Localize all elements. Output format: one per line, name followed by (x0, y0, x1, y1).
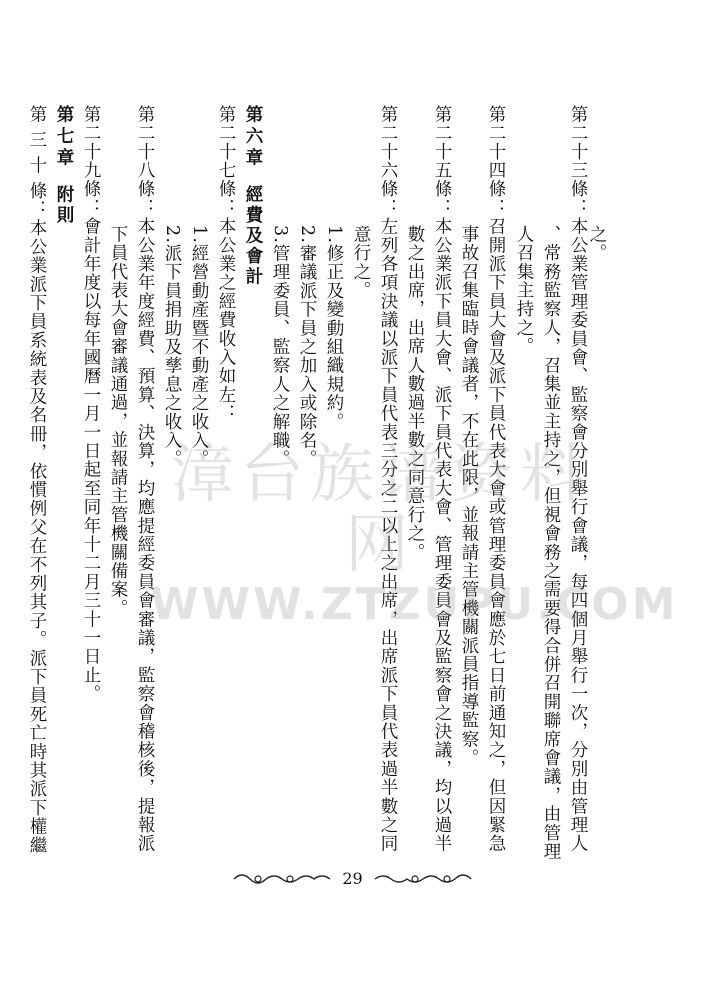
article-27-label: 第二十七條： (216, 105, 236, 218)
article-26-label: 第二十六條： (378, 105, 398, 218)
article-26-item-1: 1.修正及變動組織規約。 (324, 225, 344, 432)
article-26-item-3: 3.管理委員、監察人之解職。 (270, 225, 290, 469)
article-26-line-2: 意行之。 (351, 225, 371, 300)
article-26-item-2: 2.審議派下員之加入或除名。 (297, 225, 317, 469)
article-23-line-1: 第二十三條：本公業管理委員會、監察會分別舉行會議，每四個月舉行一次，分別由管理人 (568, 105, 588, 854)
watermark-en: WWW.ZTZUPU.COM (150, 579, 679, 630)
article-25-label: 第二十五條： (432, 105, 452, 218)
article-28-line-1: 第二十八條：本公業年度經費、預算、決算，均應提經委員會審議，監察會稽核後，提報派 (135, 105, 155, 854)
article-30-label: 第 三 十 條： (27, 105, 47, 219)
article-23-line-3: 人召集主持之。 (514, 225, 534, 356)
article-27-item-2: 2.派下員捐助及孳息之收入。 (162, 225, 182, 469)
chapter-6-label: 第六章 (243, 105, 263, 170)
left-ornament-icon (232, 869, 332, 887)
article-27-line-1: 第二十七條：本公業之經費收入如左： (216, 105, 236, 423)
article-28-line-2: 下員代表大會審議通過，並報請主管機關備案。 (108, 225, 128, 618)
article-24-label: 第二十四條： (486, 105, 506, 218)
article-29-line-1: 第二十九條：會計年度以每年國曆一月一日起至同年十二月三十一日止。 (81, 105, 101, 704)
watermark-cn: 漳台族谱资料网 (170, 438, 590, 582)
article-23-line-4: 之。 (587, 225, 607, 263)
article-24-line-2: 事故召集臨時會議者，不在此限，並報請主管機關派員指導監察。 (459, 225, 479, 768)
article-24-line-1: 第二十四條：召開派下員大會及派下員代表大會或管理委員會應於七日前通知之，但因緊急 (486, 105, 506, 854)
article-26-line-1: 第二十六條：左列各項決議以派下員代表三分之二以上之出席，出席派下員代表過半數之同 (378, 105, 398, 854)
article-25-line-1: 第二十五條：本公業派下員大會、派下員代表大會、管理委員會及監察會之決議，均以過半 (432, 105, 452, 854)
chapter-6-title: 經費及會計 (243, 185, 263, 288)
page-number: 29 (342, 868, 363, 888)
chapter-7-label: 第七章 (54, 105, 74, 170)
chapter-7-heading (52, 105, 76, 170)
chapter-6-heading (241, 105, 265, 170)
article-30-line-1: 第 三 十 條：本公業派下員系統表及名冊，依慣例父在不列其子。派下員死亡時其派下權繼 (27, 105, 47, 855)
chapter-7-title: 附則 (54, 185, 74, 226)
article-23-line-2: 、常務監察人，召集並主持之，但視會務之需要得合併召開聯席會議，由管理 (541, 225, 561, 861)
page-footer (0, 866, 705, 890)
article-28-label: 第二十八條： (135, 105, 155, 218)
right-ornament-icon (373, 869, 473, 887)
article-25-line-2: 數之出席，出席人數過半數之同意行之。 (405, 225, 425, 562)
article-29-label: 第二十九條： (81, 105, 101, 218)
article-27-item-1: 1.經營動產暨不動產之收入。 (189, 225, 209, 469)
article-23-label: 第二十三條： (568, 105, 588, 218)
